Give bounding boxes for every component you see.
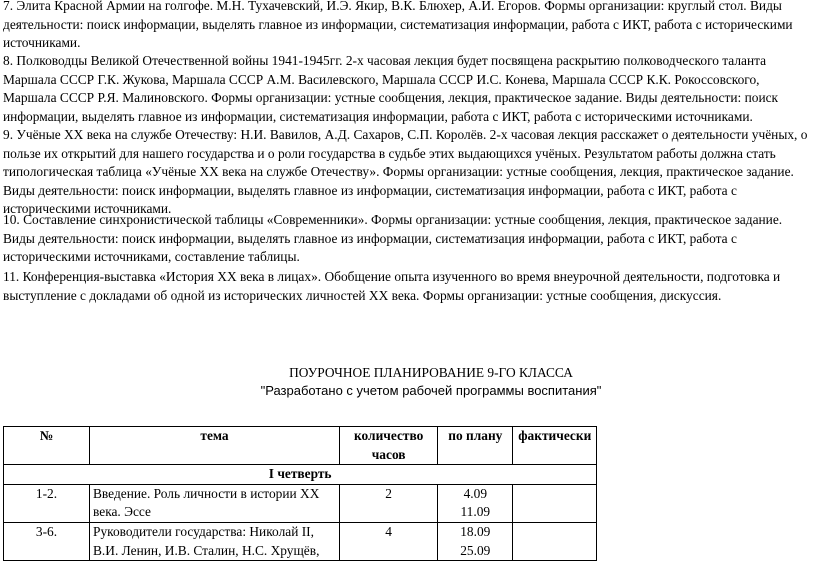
row-hours: 2 — [340, 484, 438, 522]
row-fact — [513, 522, 597, 560]
paragraph-10: 10. Составление синхронистической таблицы «Современники». Формы организации: устные сообщения, лекция, практическое задание. Виды деятельности: поиск информации, выделять главное из информации, систематизация информации, работа с ИКТ, работа с историческими источниками, составление таблицы. — [3, 212, 783, 265]
row-plan-date-2: 25.09 — [460, 542, 491, 558]
paragraph-9: 9. Учёные XX века на службе Отечеству: Н.И. Вавилов, А.Д. Сахаров, С.П. Королёв. 2-х часовая лекция расскажет о деятельности учёных, о пользе их открытий для нашего государства и о роли государства в судьбе этих выдающихся учёных. Результатом работы должна стать типологическая таблица «Учёные XX века на службе Отечеству». Формы организации: устные сообщения, лекция, практическое задание. Виды деятельности: поиск информации, выделять главное из информации, систематизация информации, работа с ИКТ, работа с историческими источниками. — [3, 127, 808, 217]
quarter-label: I четверть — [4, 465, 597, 485]
paragraph-7: 7. Элита Красной Армии на голгофе. М.Н. Тухачевский, И.Э. Якир, В.К. Блюхер, А.И. Егоров. Формы организации: круглый стол. Виды деятельности: поиск информации, выделять главное из информации, систематизация информации, работа с ИКТ, работа с историческими источниками. — [3, 0, 793, 51]
header-num: № — [4, 427, 90, 465]
header-topic: тема — [90, 427, 340, 465]
paragraph-11: 11. Конференция-выставка «История XX века в лицах». Обобщение опыта изученного во время внеурочной деятельности, подготовка и выступление с докладами об одной из исторических личностей XX века. Формы организации: устные сообщения, дискуссия. — [3, 269, 781, 303]
row-plan-date-2: 11.09 — [460, 504, 491, 520]
row-plan-date-1: 18.09 — [460, 523, 491, 539]
row-num: 1-2. — [4, 484, 90, 522]
table-row — [4, 522, 597, 560]
page-subtitle: "Разработано с учетом рабочей программы воспитания" — [260, 383, 602, 398]
row-plan-date-1: 4.09 — [463, 485, 488, 501]
row-plan — [438, 522, 513, 560]
table-row — [4, 484, 597, 522]
row-plan — [438, 484, 513, 522]
page-title: ПОУРОЧНОЕ ПЛАНИРОВАНИЕ 9-ГО КЛАССА — [289, 365, 573, 380]
table-header-row — [4, 427, 597, 465]
row-topic: Руководители государства: Николай II, В.И. Ленин, И.В. Сталин, Н.С. Хрущёв, — [90, 522, 340, 560]
row-fact — [513, 484, 597, 522]
row-num: 3-6. — [4, 522, 90, 560]
header-hours: количество часов — [340, 427, 438, 465]
quarter-row — [4, 465, 597, 485]
row-topic: Введение. Роль личности в истории XX века. Эссе — [90, 484, 340, 522]
row-hours: 4 — [340, 522, 438, 560]
header-fact: фактически — [513, 427, 597, 465]
header-plan: по плану — [438, 427, 513, 465]
paragraph-8: 8. Полководцы Великой Отечественной войны 1941-1945гг. 2-х часовая лекция будет посвящена раскрытию полководческого таланта Маршала СССР Г.К. Жукова, Маршала СССР А.М. Василевского, Маршала СССР И.С. Конева, Маршала СССР К.К. Рокоссовского, Маршала СССР Р.Я. Малиновского. Формы организации: устные сообщения, лекция, практическое задание. Виды деятельности: поиск информации, выделять главное из информации, систематизация информации, работа с ИКТ, работа с историческими источниками. — [3, 53, 779, 124]
lesson-plan-table — [3, 426, 597, 561]
